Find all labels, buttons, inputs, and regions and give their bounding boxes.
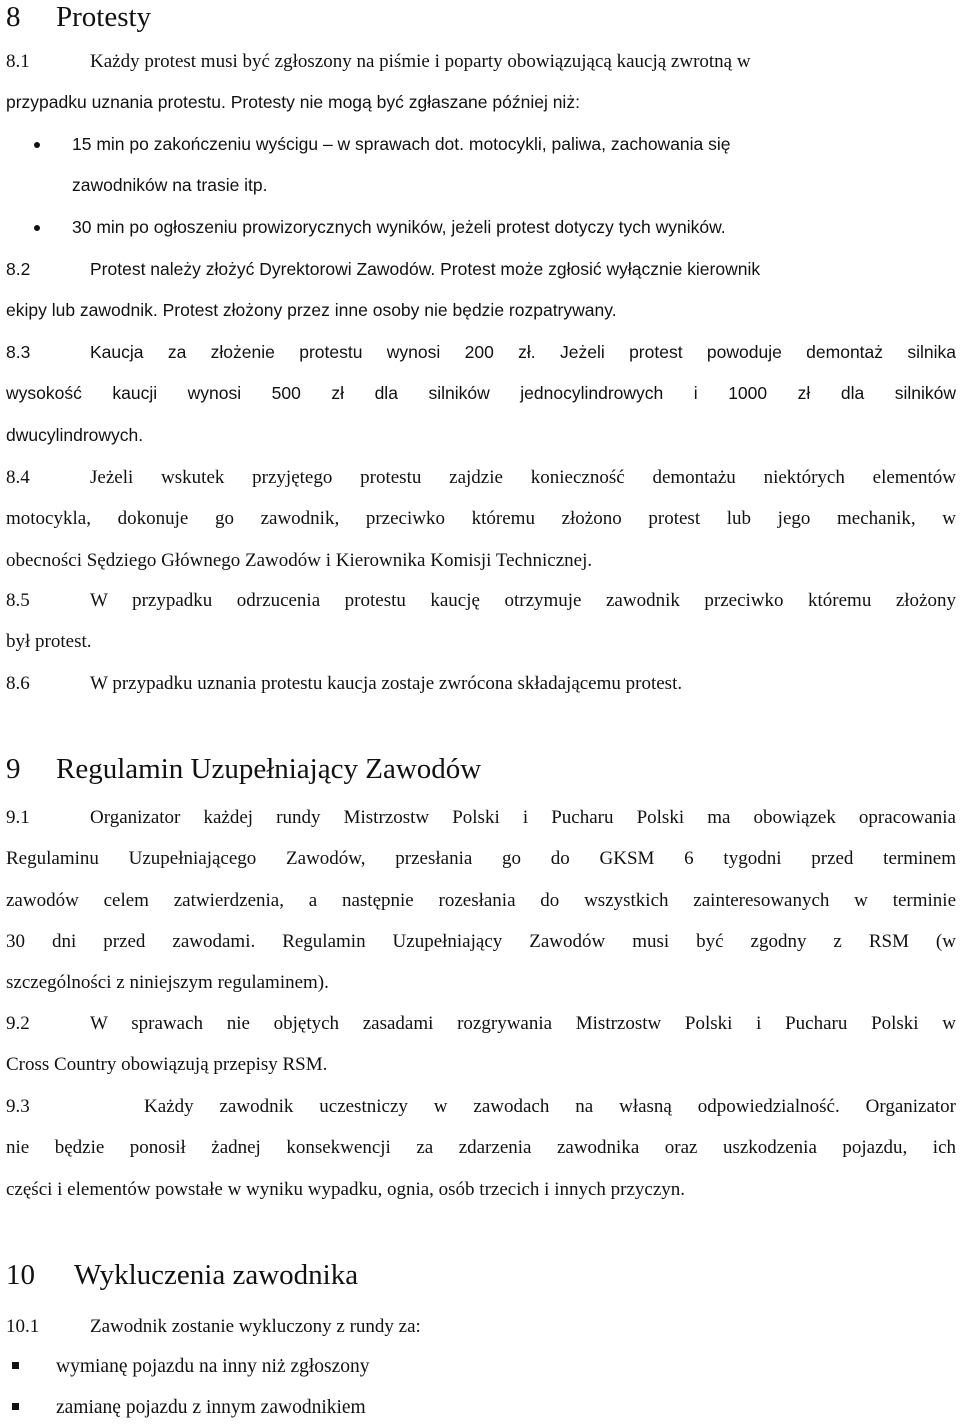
paragraph-number: 8.5 — [6, 590, 30, 611]
square-bullet-icon — [12, 1403, 19, 1410]
paragraph-line: Jeżeli wskutek przyjętego protestu zajdzie konieczność demontażu niektórych elementów — [90, 467, 956, 488]
paragraph-line: W przypadku uznania protestu kaucja zostaje zwrócona składającemu protest. — [90, 673, 683, 694]
section-title: Regulamin Uzupełniający Zawodów — [56, 753, 482, 785]
paragraph-line: motocykla, dokonuje go zawodnik, przeciwko któremu złożono protest lub jego mechanik, w — [6, 508, 956, 530]
paragraph-9-1 — [6, 797, 956, 1003]
paragraph-line: części i elementów powstałe w wyniku wypadku, ognia, osób trzecich i innych przyczyn. — [6, 1178, 686, 1200]
list-item — [56, 1387, 366, 1428]
section-title: Protesty — [56, 1, 152, 33]
square-bullet-icon — [12, 1362, 19, 1369]
paragraph-line: był protest. — [6, 631, 92, 653]
list-item — [72, 207, 952, 248]
paragraph-line: nie będzie ponosił żadnej konsekwencji za zdarzenia zawodnika oraz uszkodzenia pojazdu, ich — [6, 1137, 956, 1159]
paragraph-line: Organizator każdej rundy Mistrzostw Polski i Pucharu Polski ma obowiązek opracowania — [90, 807, 956, 828]
paragraph-line: 30 dni przed zawodami. Regulamin Uzupełniający Zawodów musi być zgodny z RSM (w — [6, 930, 956, 952]
paragraph-line: Każdy protest musi być zgłoszony na piśmie i poparty obowiązującą kaucją zwrotną w — [90, 51, 751, 72]
paragraph-8-3 — [6, 332, 956, 456]
paragraph-line: Cross Country obowiązują przepisy RSM. — [6, 1054, 328, 1076]
list-item-text: wymianę pojazdu na inny niż zgłoszony — [56, 1356, 370, 1377]
paragraph-line: wysokość kaucji wynosi 500 zł dla silników jednocylindrowych i 1000 zł dla silników — [6, 383, 956, 404]
section-number: 8 — [6, 1, 21, 33]
paragraph-8-2 — [6, 249, 956, 332]
paragraph-line: dwucylindrowych. — [6, 424, 144, 445]
paragraph-line: Regulaminu Uzupełniającego Zawodów, przesłania go do GKSM 6 tygodni przed terminem — [6, 848, 956, 870]
paragraph-line: Każdy zawodnik uczestniczy w zawodach na własną odpowiedzialność. Organizator — [144, 1096, 956, 1117]
paragraph-number: 9.2 — [6, 1013, 30, 1034]
paragraph-number: 9.3 — [6, 1096, 30, 1117]
paragraph-number: 8.1 — [6, 51, 30, 72]
list-item — [56, 1346, 370, 1387]
list-item-line: 30 min po ogłoszeniu prowizorycznych wyników, jeżeli protest dotyczy tych wyników. — [72, 217, 726, 237]
paragraph-9-3 — [6, 1086, 956, 1210]
list-item-text: zamianę pojazdu z innym zawodnikiem — [56, 1397, 366, 1418]
section-number: 10 — [6, 1259, 35, 1291]
list-item-line: 15 min po zakończeniu wyścigu – w sprawach dot. motocykli, paliwa, zachowania się — [72, 134, 731, 154]
section-8-heading — [6, 0, 152, 34]
paragraph-10-1 — [6, 1306, 956, 1347]
section-10-heading — [6, 1258, 359, 1292]
section-number: 9 — [6, 753, 21, 785]
paragraph-line: ekipy lub zawodnik. Protest złożony przez inne osoby nie będzie rozpatrywany. — [6, 300, 617, 321]
paragraph-8-6 — [6, 663, 956, 704]
list-item-line: zawodników na trasie itp. — [72, 175, 268, 196]
paragraph-line: Kaucja za złożenie protestu wynosi 200 zł. Jeżeli protest powoduje demontaż silnika — [90, 342, 956, 362]
paragraph-number: 8.3 — [6, 342, 31, 362]
paragraph-8-5 — [6, 580, 956, 663]
paragraph-line: zawodów celem zatwierdzenia, a następnie rozesłania do wszystkich zainteresowanych w terminie — [6, 889, 956, 911]
paragraph-line: Zawodnik zostanie wykluczony z rundy za: — [90, 1316, 421, 1337]
bullet-dot-icon — [34, 142, 40, 148]
paragraph-line: szczególności z niniejszym regulaminem). — [6, 972, 329, 994]
list-item — [72, 124, 952, 207]
paragraph-number: 8.2 — [6, 259, 31, 279]
paragraph-9-2 — [6, 1003, 956, 1086]
paragraph-line: W sprawach nie objętych zasadami rozgrywania Mistrzostw Polski i Pucharu Polski w — [90, 1013, 956, 1034]
section-9-heading — [6, 752, 482, 786]
bullet-dot-icon — [34, 225, 40, 231]
paragraph-line: Protest należy złożyć Dyrektorowi Zawodów. Protest może zgłosić wyłącznie kierownik — [90, 259, 761, 279]
section-title: Wykluczenia zawodnika — [74, 1259, 359, 1291]
paragraph-line: przypadku uznania protestu. Protesty nie mogą być zgłaszane później niż: — [6, 92, 580, 113]
paragraph-number: 9.1 — [6, 807, 30, 828]
paragraph-line: obecności Sędziego Głównego Zawodów i Kierownika Komisji Technicznej. — [6, 549, 593, 571]
paragraph-number: 10.1 — [6, 1316, 40, 1337]
paragraph-8-4 — [6, 457, 956, 581]
paragraph-number: 8.4 — [6, 467, 30, 488]
paragraph-line: W przypadku odrzucenia protestu kaucję otrzymuje zawodnik przeciwko któremu złożony — [90, 590, 956, 611]
paragraph-8-1 — [6, 41, 956, 124]
paragraph-number: 8.6 — [6, 673, 30, 694]
